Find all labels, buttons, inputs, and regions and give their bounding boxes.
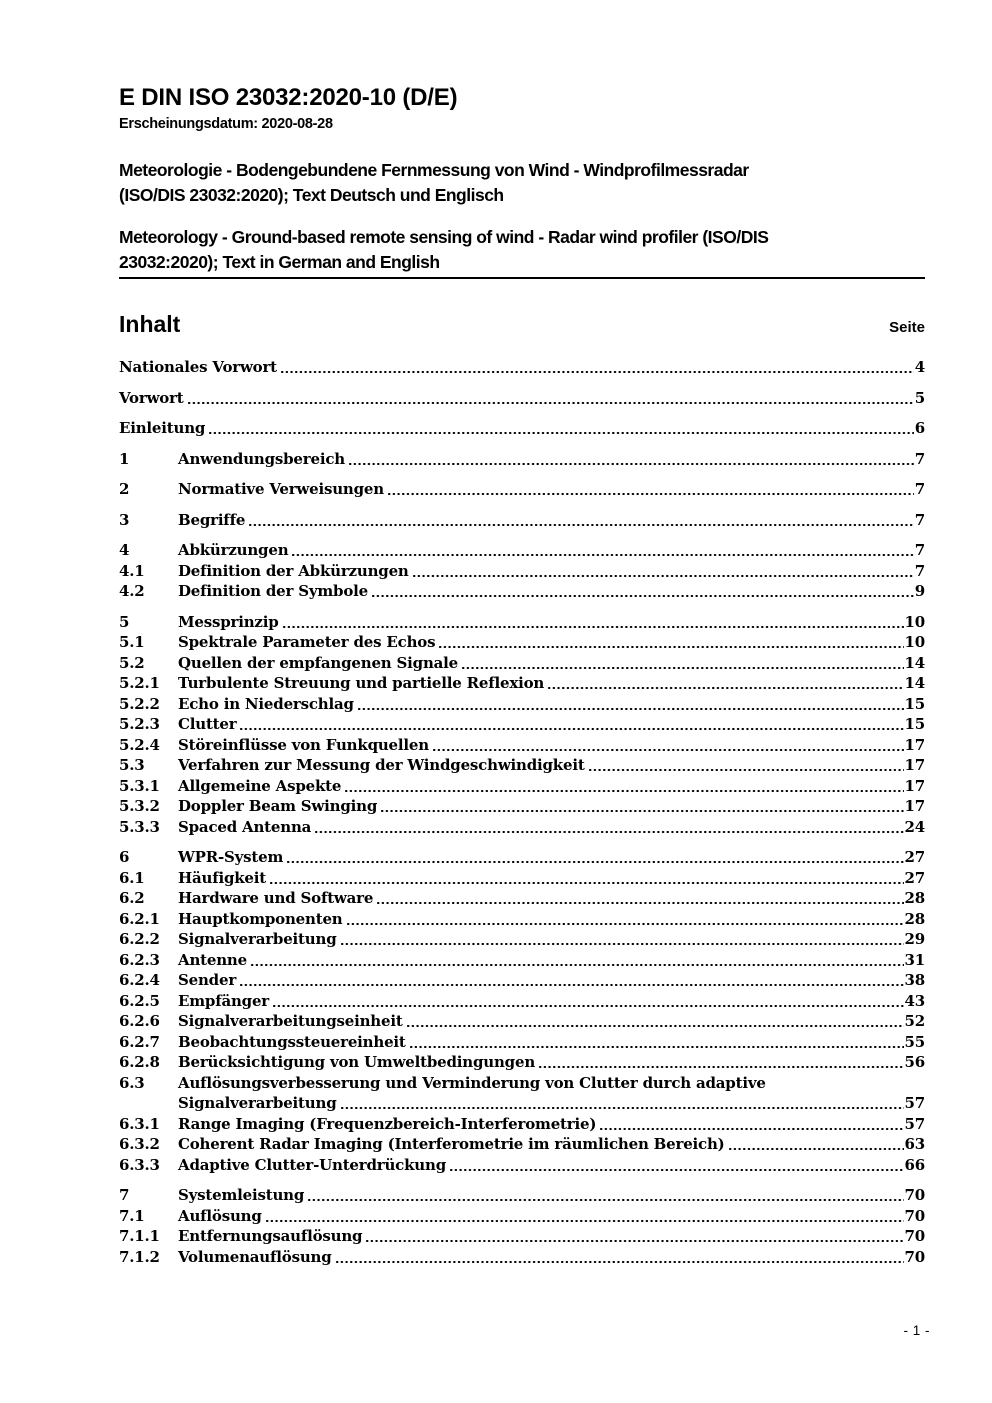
toc-entry [119,714,925,735]
english-title-line-2: 23032:2020); Text in German and English [119,251,440,272]
toc-entry-title: Volumenauflösung [178,1247,332,1266]
toc-entry [119,868,925,889]
toc-entry-number: 4.1 [119,561,145,580]
dotted-leader [539,1066,903,1068]
toc-entry-page-number: 14 [904,674,925,692]
dotted-leader [315,831,903,833]
toc-entry-title: Coherent Radar Imaging (Interferometrie im räumlichen Bereich) [178,1135,725,1153]
toc-entry-number: 5.3.2 [119,797,160,815]
toc-entry-title: Range Imaging (Frequenzbereich-Interferometrie) [178,1114,597,1133]
toc-entry [119,510,925,531]
toc-entry-page-number: 7 [914,561,925,580]
toc-entry-number: 5.1 [119,633,145,651]
english-title-line-1: Meteorology - Ground-based remote sensing of wind - Radar wind profiler (ISO/DIS [119,227,769,247]
toc-entry-number: 6.2.2 [119,930,160,948]
toc-entry [119,653,925,674]
dotted-leader [462,667,903,669]
toc-entry-page-number: 10 [904,633,925,651]
toc-entry-title: Normative Verweisungen [178,480,384,498]
dotted-leader [548,687,903,689]
toc-entry-page-number: 57 [904,1094,925,1112]
dotted-leader [439,646,903,648]
toc-entry-title: Anwendungsbereich [178,449,345,468]
toc-entry-title: Empfänger [178,991,270,1010]
toc-entry-title: Hardware und Software [178,889,374,907]
toc-entry-title: Auflösung [178,1206,262,1225]
toc-entry-title: Nationales Vorwort [119,358,277,376]
toc-entry-page-number: 5 [914,388,925,407]
dotted-leader [413,575,914,577]
toc-entry [119,632,925,653]
toc-entry [119,1073,925,1114]
toc-entry-number: 6.3.2 [119,1135,160,1153]
toc-entry [119,796,925,817]
toc-page-column-label: Seite [889,319,925,336]
toc-entry [119,909,925,930]
toc-entry-number: 3 [119,510,130,529]
page-number-footer: - 1 - [903,1323,930,1338]
toc-entry-title: Clutter [178,715,237,733]
dotted-leader [308,1199,903,1201]
toc-entry [119,673,925,694]
toc-entry-number: 6.3.3 [119,1155,160,1174]
toc-entry-page-number: 57 [904,1114,925,1133]
dotted-leader [372,595,914,597]
toc-entry-title: WPR-System [178,848,284,866]
toc-entry-page-number: 70 [904,1227,925,1245]
toc-entry-number: 7 [119,1186,130,1204]
toc-entry-number: 7.1 [119,1206,145,1225]
dotted-leader [589,769,904,771]
toc-entry [119,1226,925,1247]
dotted-leader [240,984,903,986]
toc-entry [119,1247,925,1268]
toc-entry [119,418,925,439]
toc-entry [119,950,925,971]
toc-entry-title: Echo in Niederschlag [178,694,354,713]
dotted-leader [188,402,914,404]
toc-entry-page-number: 15 [904,715,925,733]
toc-entry [119,1206,925,1227]
toc-entry-number: 5.3.1 [119,776,160,795]
toc-entry-number: 1 [119,449,130,468]
toc-entry [119,1134,925,1155]
toc-entry-page-number: 43 [904,991,925,1010]
toc-entry-number: 5.3 [119,756,145,774]
dotted-leader [341,943,904,945]
toc-entry-title: Systemleistung [178,1186,305,1204]
dotted-leader [407,1025,904,1027]
toc-heading: Inhalt [119,311,181,337]
toc-entry [119,847,925,868]
toc-entry [119,612,925,633]
toc-entry-title: Entfernungsauflösung [178,1227,363,1245]
document-number-title: E DIN ISO 23032:2020-10 (D/E) [119,84,458,111]
toc-entry-number: 6.2.7 [119,1032,160,1051]
toc-entry-page-number: 27 [904,868,925,887]
dotted-leader [240,728,903,730]
toc-entry-page-number: 24 [904,817,925,836]
german-title [119,158,925,207]
dotted-leader [336,1261,904,1263]
toc-entry-number: 6.2.8 [119,1053,160,1071]
toc-entry [119,776,925,797]
dotted-leader [600,1128,903,1130]
toc-entry-title-continued: Signalverarbeitung [178,1094,337,1112]
toc-entry-page-number: 38 [904,971,925,989]
toc-entry-title: Begriffe [178,510,246,529]
toc-entry-page-number: 4 [914,358,925,376]
dotted-leader [347,923,904,925]
toc-entry [119,388,925,409]
toc-entry-page-number: 14 [904,653,925,672]
toc-entry-page-number: 17 [904,776,925,795]
dotted-leader [729,1148,904,1150]
toc-entry-number: 4.2 [119,582,145,600]
toc-entry-number: 4 [119,541,130,559]
toc-entry-page-number: 66 [904,1155,925,1174]
toc-entry-title: Adaptive Clutter-Unterdrückung [178,1155,446,1174]
dotted-leader [377,902,903,904]
toc-entry-number: 6.3.1 [119,1114,160,1133]
toc-entry-title: Einleitung [119,419,206,437]
toc-entry-page-number: 7 [914,449,925,468]
toc-entry-page-number: 52 [904,1012,925,1030]
toc-entry-number: 6.2.3 [119,950,160,969]
dotted-leader [270,882,904,884]
toc-entry-number: 5.3.3 [119,817,160,836]
toc-entry [119,581,925,602]
toc-entry-number: 7.1.1 [119,1227,160,1245]
toc-entry-page-number: 7 [914,480,925,498]
toc-entry-title: Hauptkomponenten [178,909,343,928]
toc-entry-page-number: 27 [904,848,925,866]
toc-entry-title: Quellen der empfangenen Signale [178,653,459,672]
german-title-line-2: (ISO/DIS 23032:2020); Text Deutsch und Englisch [119,184,504,205]
toc-entry-number: 5.2.4 [119,735,160,754]
toc-entry-page-number: 9 [914,582,925,600]
table-of-contents [119,357,925,1267]
toc-entry-title: Messprinzip [178,612,279,631]
page-content [119,0,925,1267]
toc-entry-page-number: 55 [904,1032,925,1051]
toc-entry [119,1155,925,1176]
dotted-leader [345,790,903,792]
toc-entry-title: Störeinflüsse von Funkquellen [178,735,429,754]
toc-entry-number: 6 [119,848,130,866]
toc-entry-page-number: 17 [904,797,925,815]
toc-entry-number: 6.2.5 [119,991,160,1010]
toc-entry-page-number: 28 [904,909,925,928]
dotted-leader [450,1169,904,1171]
toc-entry-number: 6.2.6 [119,1012,160,1030]
toc-entry-page-number: 7 [914,510,925,529]
toc-entry-title: Vorwort [119,388,184,407]
toc-entry-title: Signalverarbeitungseinheit [178,1012,403,1030]
toc-entry-title: Turbulente Streuung und partielle Reflexion [178,674,545,692]
dotted-leader [433,749,904,751]
toc-entry-title: Signalverarbeitung [178,930,337,948]
toc-entry-page-number: 10 [904,612,925,631]
toc-entry [119,735,925,756]
toc-entry-title: Definition der Symbole [178,582,368,600]
toc-entry [119,449,925,470]
dotted-leader [209,432,914,434]
toc-entry-page-number: 70 [904,1206,925,1225]
toc-entry-page-number: 70 [904,1247,925,1266]
dotted-leader [341,1107,904,1109]
toc-entry-number: 6.2.1 [119,909,160,928]
toc-entry-title: Spaced Antenna [178,817,312,836]
toc-entry-number: 5.2.2 [119,694,160,713]
toc-header [119,310,925,338]
toc-entry-title: Häufigkeit [178,868,267,887]
toc-entry [119,888,925,909]
dotted-leader [266,1220,904,1222]
toc-entry [119,929,925,950]
toc-entry-page-number: 17 [904,756,925,774]
toc-entry-page-number: 29 [904,930,925,948]
publication-date: Erscheinungsdatum: 2020-08-28 [119,116,333,132]
toc-entry-number: 6.3 [119,1073,145,1092]
dotted-leader [349,463,914,465]
toc-entry [119,1011,925,1032]
toc-entry-number: 5 [119,612,130,631]
toc-entry [119,561,925,582]
toc-entry [119,991,925,1012]
toc-entry-number: 2 [119,480,130,498]
toc-entry-title: Spektrale Parameter des Echos [178,633,436,651]
dotted-leader [358,708,904,710]
toc-entry-page-number: 7 [914,541,925,559]
toc-entry-number: 6.2.4 [119,971,160,989]
toc-entry [119,755,925,776]
toc-entry-page-number: 63 [904,1135,925,1153]
german-title-line-1: Meteorologie - Bodengebundene Fernmessung von Wind - Windprofilmessradar [119,160,749,180]
toc-entry-title: Berücksichtigung von Umweltbedingungen [178,1053,536,1071]
dotted-leader [366,1240,903,1242]
toc-entry-title: Beobachtungssteuereinheit [178,1032,406,1051]
toc-entry-title: Abkürzungen [178,541,289,559]
toc-entry-title-continuation-row [178,1093,925,1114]
toc-entry-page-number: 28 [904,889,925,907]
header-divider [119,277,925,279]
toc-entry [119,970,925,991]
dotted-leader [388,493,914,495]
dotted-leader [273,1005,904,1007]
toc-entry [119,540,925,561]
toc-entry [119,1032,925,1053]
toc-entry-number: 5.2 [119,653,145,672]
dotted-leader [381,810,903,812]
toc-entry [119,357,925,378]
toc-entry [119,817,925,838]
toc-entry-number: 7.1.2 [119,1247,160,1266]
dotted-leader [410,1046,904,1048]
toc-entry-title: Allgemeine Aspekte [178,776,342,795]
toc-entry-page-number: 17 [904,735,925,754]
dotted-leader [281,371,914,373]
toc-entry-title: Auflösungsverbesserung und Verminderung von Clutter durch adaptive [178,1073,766,1092]
toc-entry [119,1052,925,1073]
toc-entry-page-number: 70 [904,1186,925,1204]
dotted-leader [251,964,904,966]
toc-entry-page-number: 6 [914,419,925,437]
toc-entry-number: 5.2.1 [119,674,160,692]
toc-entry-page-number: 56 [904,1053,925,1071]
toc-entry-body [178,1073,925,1114]
toc-entry-title: Sender [178,971,237,989]
toc-entry-title: Doppler Beam Swinging [178,797,378,815]
toc-entry-title: Verfahren zur Messung der Windgeschwindigkeit [178,756,585,774]
toc-entry-number: 6.1 [119,868,145,887]
toc-entry-number: 6.2 [119,889,145,907]
dotted-leader [287,861,903,863]
toc-entry [119,694,925,715]
dotted-leader [283,626,904,628]
dotted-leader [292,554,913,556]
toc-entry-title: Antenne [178,950,247,969]
toc-entry-number: 5.2.3 [119,715,160,733]
toc-entry [119,1185,925,1206]
english-title [119,225,925,274]
toc-entry [119,1114,925,1135]
dotted-leader [249,524,914,526]
toc-entry [119,479,925,500]
toc-entry-page-number: 31 [904,950,925,969]
toc-entry-page-number: 15 [904,694,925,713]
toc-entry-title: Definition der Abkürzungen [178,561,409,580]
